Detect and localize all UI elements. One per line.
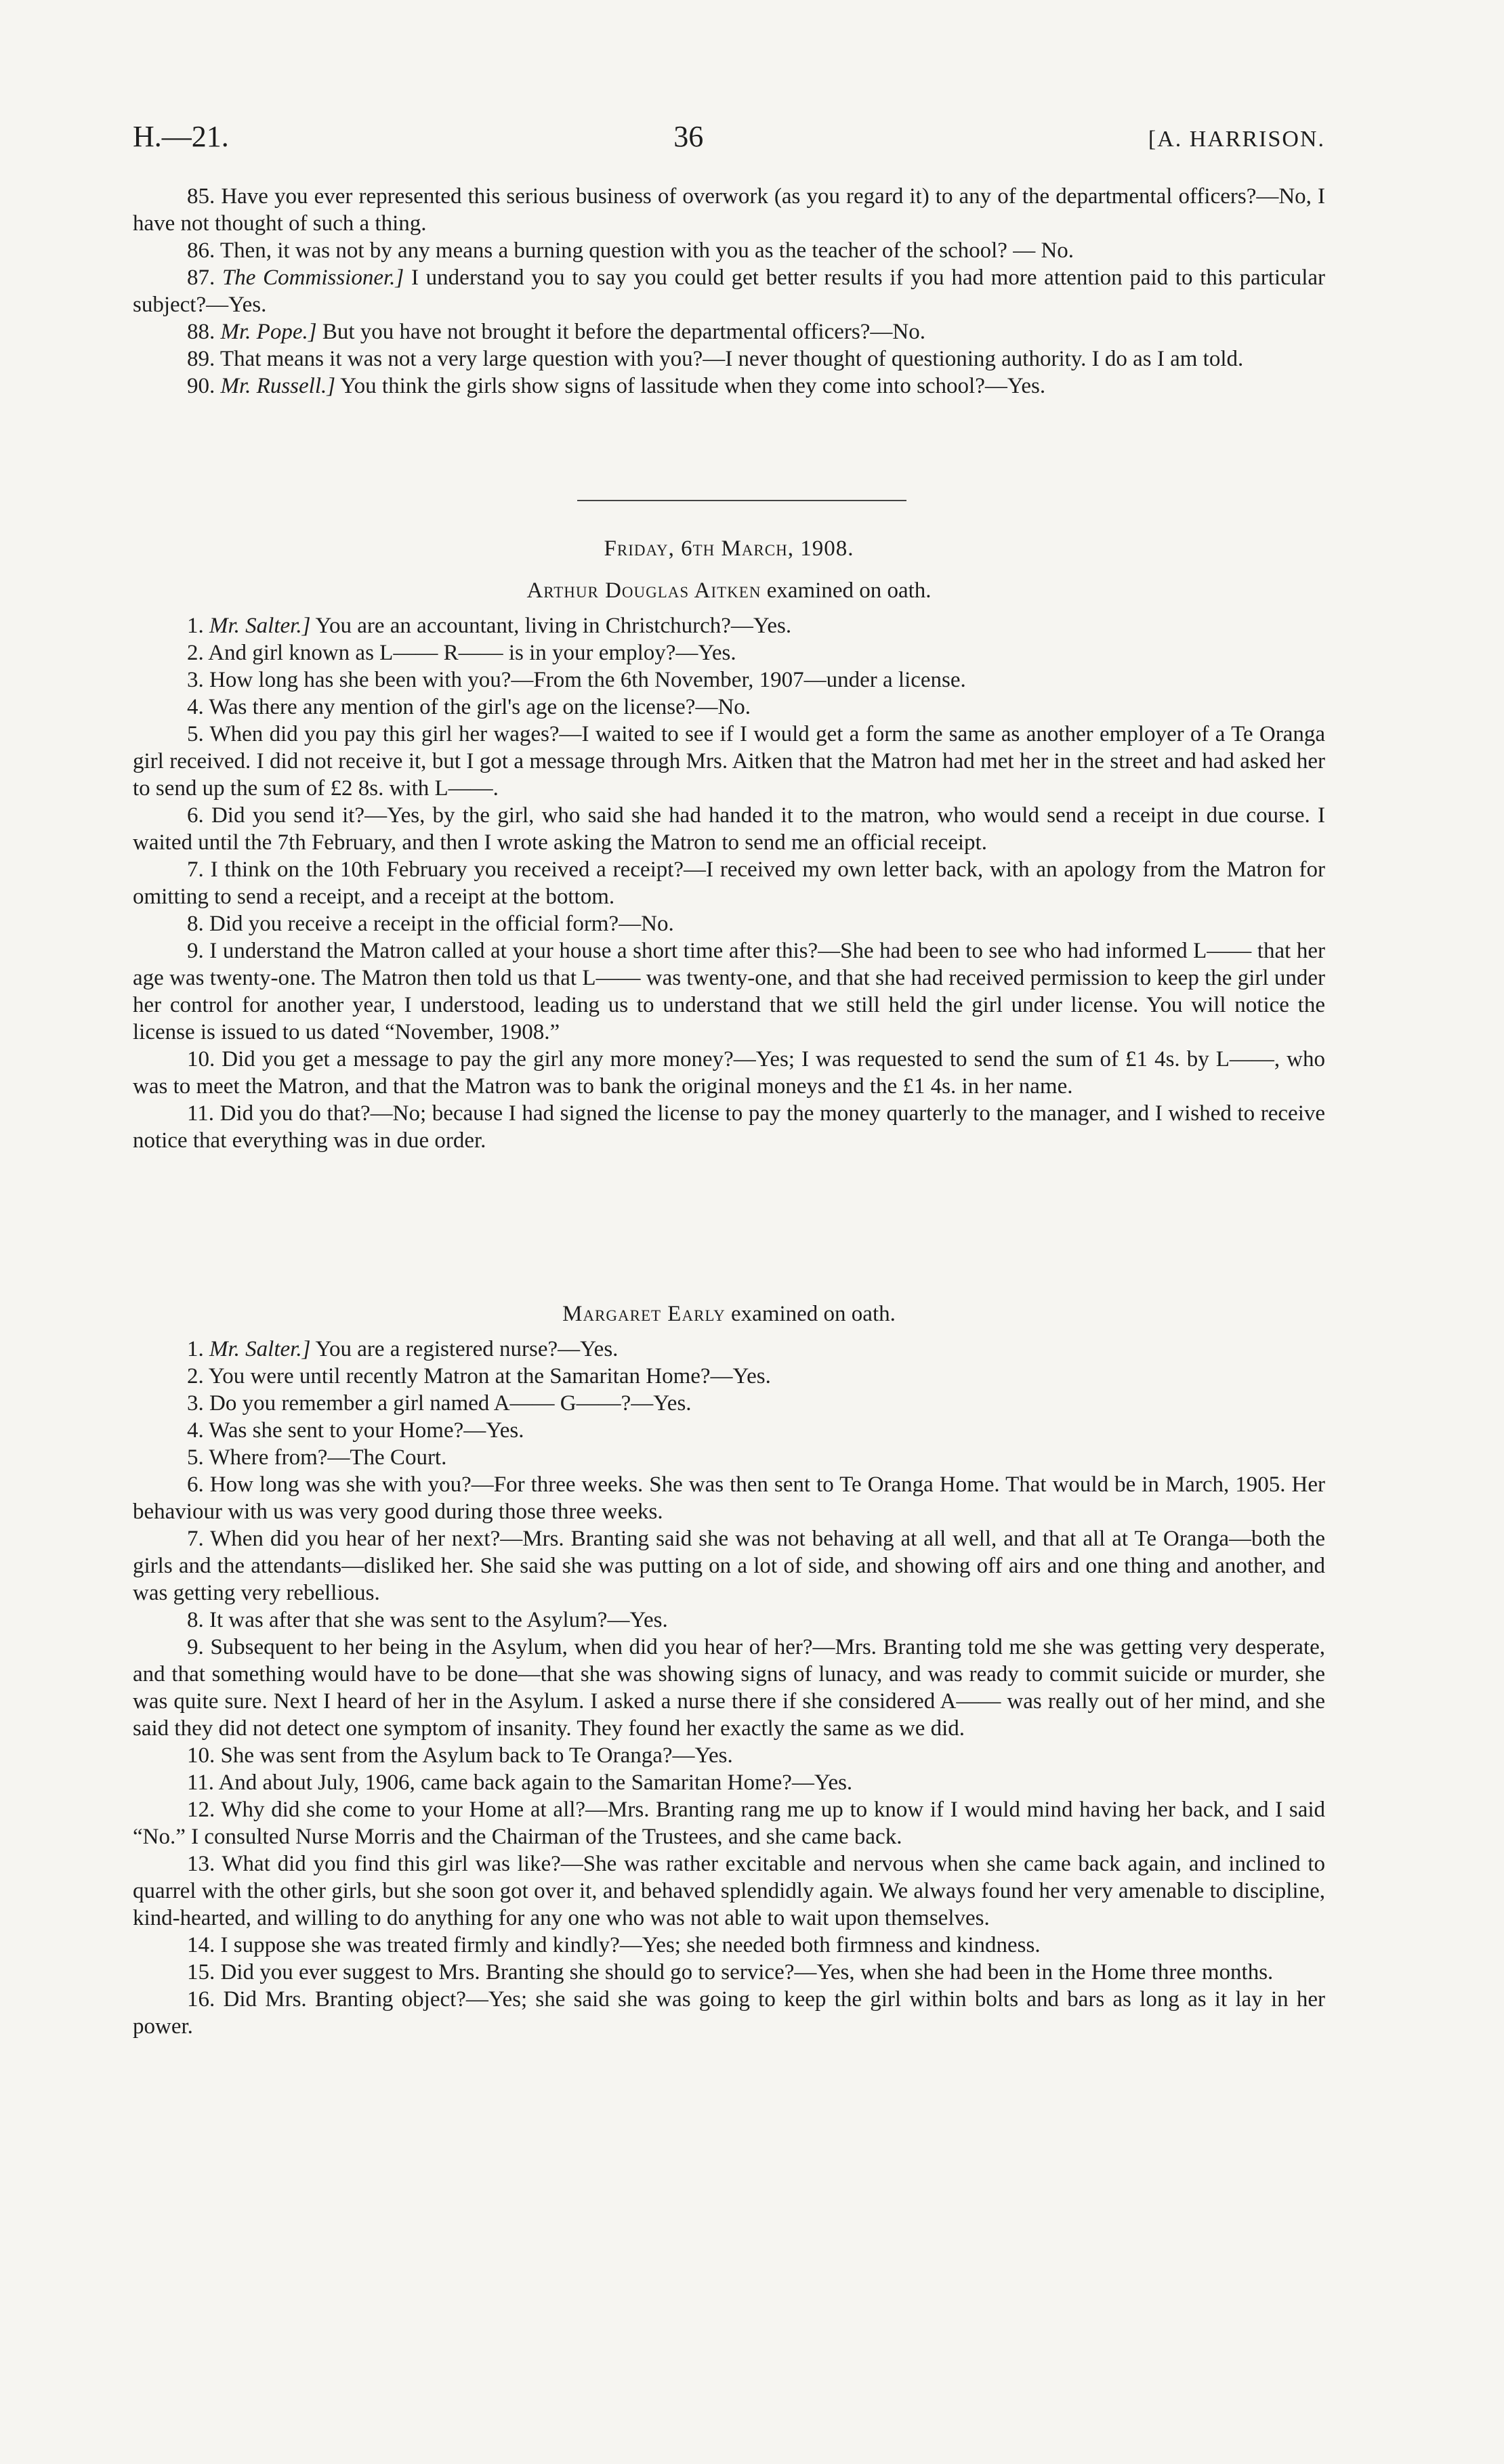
question-text: Did you receive a receipt in the official form?—No. [209,912,674,936]
question-number: 87. [187,265,215,290]
speaker-name: Mr. Salter.] [209,614,311,638]
question-item [133,1634,1325,1742]
question-text: Have you ever represented this serious business of overwork (as you regard it) to any of the departmental officers?—No, I have not thought of such a thing. [133,184,1325,236]
page-header [133,119,1325,160]
question-number: 90. [187,374,215,398]
question-number: 8. [187,1608,204,1632]
question-item [133,1336,1325,1363]
question-item [133,612,1325,639]
question-item [133,1444,1325,1471]
question-text: I understand you to say you could get better results if you had more attention paid to this particular subject?—Yes. [133,265,1326,317]
question-number: 88. [187,320,215,344]
question-text: How long was she with you?—For three weeks. She was then sent to Te Oranga Home. That would be in March, 1905. Her behaviour with us was very good during those three weeks. [133,1472,1326,1524]
question-number: 11. [187,1101,215,1126]
document-code: H.—21. [133,120,229,153]
question-number: 4. [187,1418,204,1443]
question-item [133,856,1325,910]
question-item [133,666,1325,694]
question-item [133,1986,1325,2040]
question-number: 5. [187,1445,204,1470]
question-text: That means it was not a very large question with you?—I never thought of questioning authority. I do as I am told. [220,347,1244,371]
question-item [133,318,1325,345]
question-text: You were until recently Matron at the Samaritan Home?—Yes. [208,1364,771,1388]
question-text: Do you remember a girl named A—— G——?—Yes. [209,1391,692,1416]
question-text: Did you ever suggest to Mrs. Branting she should go to service?—Yes, when she had been in the Home three months. [220,1960,1274,1984]
question-number: 10. [187,1047,215,1071]
question-item [133,1471,1325,1525]
question-number: 86. [187,238,215,263]
speaker-name: Mr. Pope.] [220,320,317,344]
question-text: Did you send it?—Yes, by the girl, who said she had handed it to the matron, who would send a receipt in due course. I waited until the 7th February, and then I wrote asking the Matron to send me an official receipt. [133,803,1326,855]
question-item [133,1046,1325,1100]
question-number: 4. [187,695,204,719]
question-number: 5. [187,722,204,746]
witness-running-head: [A. HARRISON. [1148,127,1325,152]
date-heading: Friday, 6th March, 1908. [604,536,854,561]
question-text: Then, it was not by any means a burning question with you as the teacher of the school? — No. [220,238,1074,263]
question-text: What did you find this girl was like?—She was rather excitable and nervous when she came back again, and inclined to quarrel with the other girls, but she soon got over it, and behaved splendidly again. We always found her very amenable to discipline, kind-hearted, and willing to do anything for any one who was not able to wait upon themselves. [133,1852,1325,1930]
question-text: You think the girls show signs of lassitude when they come into school?—Yes. [340,374,1046,398]
witness-heading-suffix: examined on oath. [766,578,932,603]
section-divider [577,500,906,501]
question-text: You are a registered nurse?—Yes. [315,1337,619,1361]
question-item [133,264,1325,318]
question-item [133,1417,1325,1444]
question-number: 9. [187,939,204,963]
question-item [133,802,1325,856]
question-text: Why did she come to your Home at all?—Mrs. Branting rang me up to know if I would mind having her back, and I said “No.” I consulted Nurse Morris and the Chairman of the Trustees, and she came back. [133,1798,1326,1849]
question-text: Did Mrs. Branting object?—Yes; she said she was going to keep the girl within bolts and bars as long as it lay in her power. [133,1987,1325,2039]
question-text: I suppose she was treated firmly and kindly?—Yes; she needed both firmness and kindness. [220,1933,1041,1957]
question-number: 3. [187,668,204,692]
question-item [133,1850,1325,1932]
question-text: I understand the Matron called at your house a short time after this?—She had been to see who had informed L—— that her age was twenty-one. The Matron then told us that L—— was twenty-one, and that she had received permission to keep the girl under her control for another year, I understood, leading us to understand that we still held the girl under license. You will notice the license is issued to us dated “November, 1908.” [133,939,1325,1044]
question-item [133,183,1325,237]
question-item [133,1742,1325,1769]
question-text: It was after that she was sent to the Asylum?—Yes. [209,1608,668,1632]
question-text: I think on the 10th February you received a receipt?—I received my own letter back, with an apology from the Matron for omitting to send a receipt, and a receipt at the bottom. [133,857,1326,909]
testimony-continued [133,183,1325,400]
question-item [133,1769,1325,1796]
question-number: 6. [187,1472,204,1497]
question-item [133,910,1325,937]
question-item [133,1100,1325,1154]
question-number: 6. [187,803,204,828]
question-text: Subsequent to her being in the Asylum, when did you hear of her?—Mrs. Branting told me she was getting very desperate, and that something would have to be done—that she was showing signs of lunacy, and was ready to commit suicide or murder, she was quite sure. Next I heard of her in the Asylum. I asked a nurse there if she considered A—— was really out of her mind, and she said they did not detect one symptom of insanity. They found her exactly the same as we did. [133,1635,1326,1741]
question-number: 85. [187,184,215,209]
question-number: 9. [187,1635,204,1659]
question-number: 8. [187,912,204,936]
question-item [133,694,1325,721]
question-list [133,183,1325,400]
question-item [133,1607,1325,1634]
question-number: 7. [187,1527,204,1551]
question-item [133,721,1325,802]
question-number: 11. [187,1770,215,1795]
question-number: 13. [187,1852,215,1876]
question-number: 15. [187,1960,215,1984]
witness-heading [133,577,1325,604]
question-item [133,1525,1325,1607]
question-number: 1. [187,1337,204,1361]
witness-heading [133,1300,1325,1327]
question-item [133,1932,1325,1959]
witness-name: Margaret Early [562,1302,726,1326]
question-number: 89. [187,347,215,371]
question-number: 16. [187,1987,215,2012]
question-text: Where from?—The Court. [209,1445,447,1470]
question-item [133,1363,1325,1390]
witness-heading-suffix: examined on oath. [731,1302,896,1326]
question-item [133,1796,1325,1850]
question-text: Did you do that?—No; because I had signed the license to pay the money quarterly to the manager, and I wished to receive notice that everything was in due order. [133,1101,1326,1153]
witness-name: Arthur Douglas Aitken [526,578,761,603]
question-text: She was sent from the Asylum back to Te Oranga?—Yes. [220,1743,733,1768]
speaker-name: Mr. Russell.] [220,374,336,398]
question-item [133,937,1325,1046]
question-text: And about July, 1906, came back again to the Samaritan Home?—Yes. [218,1770,853,1795]
witness-section-early [133,1300,1325,2040]
question-text: When did you pay this girl her wages?—I waited to see if I would get a form the same as another employer of a Te Oranga girl received. I did not receive it, but I got a message through Mrs. Aitken that the Matron had met her in the street and had asked her to send up the sum of £2 8s. with L——. [133,722,1325,801]
question-number: 1. [187,614,204,638]
question-item [133,1959,1325,1986]
speaker-name: Mr. Salter.] [209,1337,311,1361]
question-number: 7. [187,857,204,882]
question-list [133,1336,1325,2040]
question-item [133,1390,1325,1417]
witness-section-aitken [133,535,1325,1154]
question-text: How long has she been with you?—From the 6th November, 1907—under a license. [209,668,966,692]
page-number: 36 [673,120,704,153]
question-number: 10. [187,1743,215,1768]
question-item [133,237,1325,264]
question-text: You are an accountant, living in Christchurch?—Yes. [315,614,792,638]
question-text: And girl known as L—— R—— is in your employ?—Yes. [208,641,736,665]
question-item [133,373,1325,400]
question-item [133,345,1325,373]
question-number: 12. [187,1798,215,1822]
question-number: 3. [187,1391,204,1416]
question-text: But you have not brought it before the departmental officers?—No. [322,320,925,344]
question-text: Was there any mention of the girl's age on the license?—No. [209,695,751,719]
question-text: When did you hear of her next?—Mrs. Branting said she was not behaving at all well, and that all at Te Oranga—both the girls and the attendants—disliked her. She said she was putting on a lot of side, and showing off airs and one thing and another, and was getting very rebellious. [133,1527,1326,1605]
question-number: 14. [187,1933,215,1957]
question-list [133,612,1325,1154]
speaker-name: The Commissioner.] [222,265,404,290]
question-item [133,639,1325,666]
question-number: 2. [187,1364,204,1388]
question-number: 2. [187,641,204,665]
question-text: Was she sent to your Home?—Yes. [209,1418,524,1443]
question-text: Did you get a message to pay the girl any more money?—Yes; I was requested to send the sum of £1 4s. by L——, who was to meet the Matron, and that the Matron was to bank the original moneys and the £1 4s. in her name. [133,1047,1326,1099]
